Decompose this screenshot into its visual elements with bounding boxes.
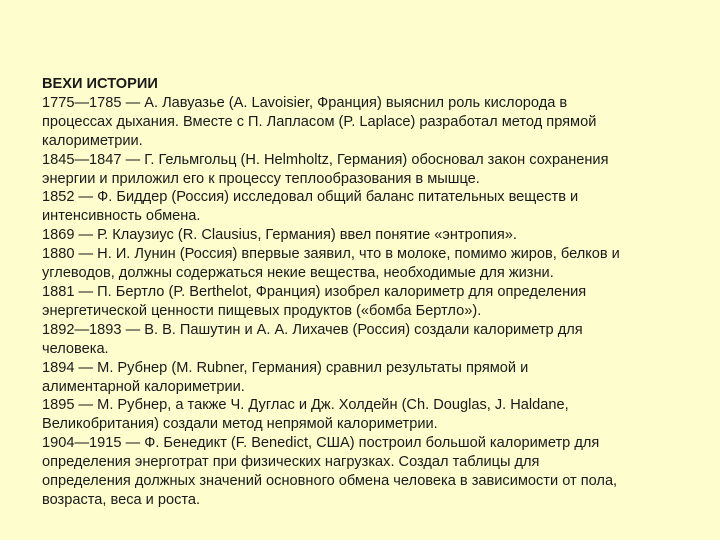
- text-line: 1775—1785 — А. Лавуазье (A. Lavoisier, Франция) выяснил роль кислорода в: [42, 94, 568, 111]
- text-line: калориметрии.: [42, 132, 143, 149]
- text-line: интенсивность обмена.: [42, 208, 201, 225]
- text-line: 1895 — М. Рубнер, а также Ч. Дуглас и Дж. Холдейн (Ch. Douglas, J. Haldane,: [42, 397, 569, 414]
- text-line: определения энерготрат при физических нагрузках. Создал таблицы для: [42, 454, 540, 471]
- text-line: 1845—1847 — Г. Гельмгольц (H. Helmholtz, Германия) обосновал закон сохранения: [42, 151, 609, 168]
- text-line: 1892—1893 — В. В. Пашутин и А. А. Лихачев (Россия) создали калориметр для: [42, 321, 583, 338]
- text-line: человека.: [42, 340, 109, 357]
- text-line: углеводов, должны содержаться некие вещества, необходимые для жизни.: [42, 265, 554, 282]
- text-line: процессах дыхания. Вместе с П. Лапласом (P. Laplace) разработал метод прямой: [42, 113, 597, 130]
- history-text-block: [42, 75, 692, 510]
- text-line: возраста, веса и роста.: [42, 491, 201, 508]
- text-line: 1894 — М. Рубнер (M. Rubner, Германия) сравнил результаты прямой и: [42, 359, 529, 376]
- text-line: 1881 — П. Бертло (P. Berthelot, Франция) изобрел калориметр для определения: [42, 283, 587, 300]
- text-line: 1852 — Ф. Биддер (Россия) исследовал общий баланс питательных веществ и: [42, 189, 579, 206]
- text-line: 1880 — Н. И. Лунин (Россия) впервые заявил, что в молоке, помимо жиров, белков и: [42, 246, 620, 263]
- text-line: определения должных значений основного обмена человека в зависимости от пола,: [42, 473, 618, 490]
- text-line: 1869 — Р. Клаузиус (R. Clausius, Германия) ввел понятие «энтропия».: [42, 227, 517, 244]
- text-line: энергетической ценности пищевых продуктов («бомба Бертло»).: [42, 302, 482, 319]
- text-line: 1904—1915 — Ф. Бенедикт (F. Benedict, США) построил большой калориметр для: [42, 435, 600, 452]
- text-line: алиментарной калориметрии.: [42, 378, 245, 395]
- text-line: энергии и приложил его к процессу теплообразования в мышце.: [42, 170, 480, 187]
- text-line: Великобритания) создали метод непрямой калориметрии.: [42, 416, 438, 433]
- slide-heading: ВЕХИ ИСТОРИИ: [42, 76, 158, 92]
